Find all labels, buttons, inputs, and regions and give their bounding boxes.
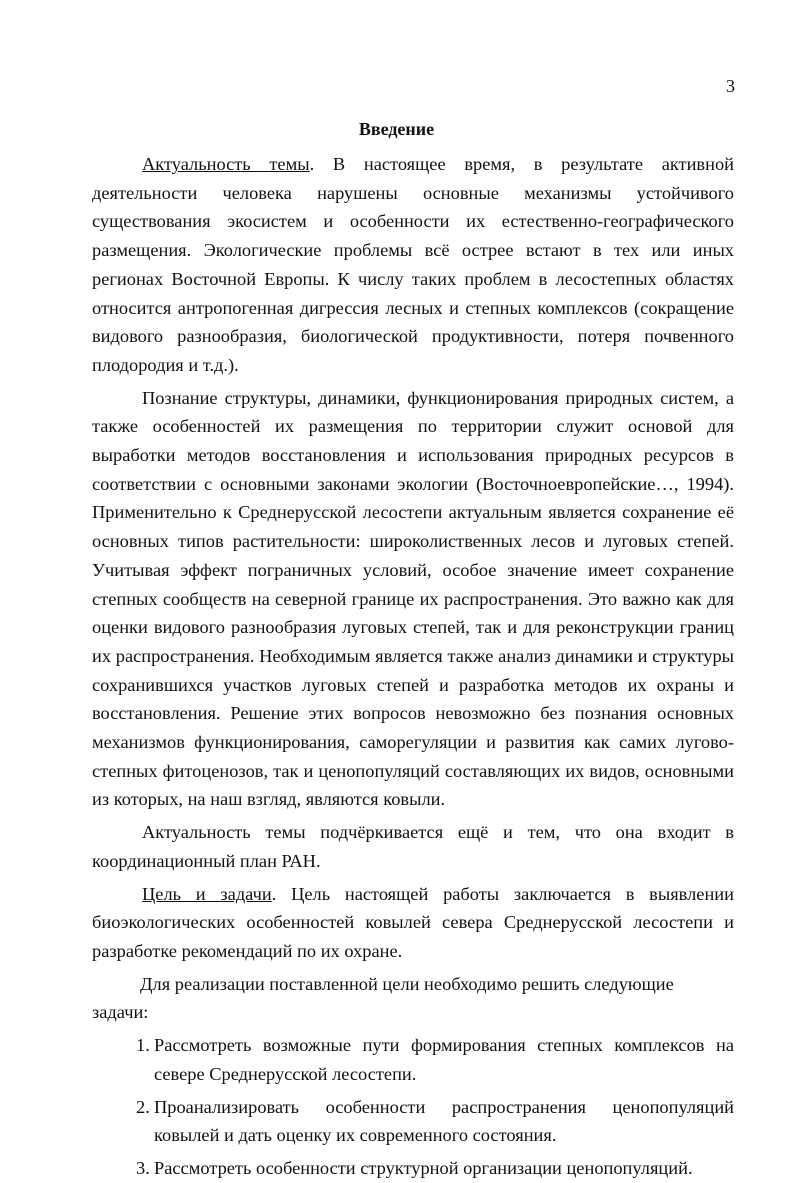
list-item [92, 1093, 734, 1150]
list-item-text: Рассмотреть возможные пути формирования степных комплексов на севере Среднерусской лесостепи. [154, 1035, 734, 1084]
paragraph-goal [92, 880, 734, 966]
tasks-intro: Для реализации поставленной цели необходимо решить следующие задачи: [92, 973, 674, 1023]
paragraph-relevance [92, 150, 734, 380]
body-text [92, 150, 734, 1183]
goal-text: . Цель настоящей работы заключается в выявлении биоэкологических особенностей ковылей севера Среднерусской лесостепи и разработке рекомендаций по их охране. [92, 883, 734, 961]
list-item-text: Рассмотреть особенности структурной организации ценопопуляций. [154, 1157, 693, 1178]
relevance-heading: Актуальность темы [142, 154, 310, 174]
paragraph-knowledge: Познание структуры, динамики, функционирования природных систем, а также особенностей их размещения по территории служит основой для выработки методов восстановления и использования природных ресурсов в соответствии с основными законами экологии (Восточноевропейские…, 1994). Применительно к Среднерусской лесостепи актуальным является сохранение её основных типов растительности: широколиственных лесов и луговых степей. Учитывая эффект пограничных условий, особое значение имеет сохранение степных сообществ на северной границе их распространения. Это важно как для оценки видового разнообразия луговых степей, так и для реконструкции границ их распространения. Необходимым является также анализ динамики и структуры сохранившихся участков луговых степей и разработка методов их охраны и восстановления. Решение этих вопросов невозможно без познания основных механизмов функционирования, саморегуляции и развития как самих лугово-степных фитоценозов, так и ценопопуляций составляющих их видов, основными из которых, на наш взгляд, являются ковыли. [92, 387, 734, 810]
list-item-text: Проанализировать особенности распространения ценопопуляций ковылей и дать оценку их современного состояния. [154, 1096, 734, 1146]
page-title: Введение [358, 119, 435, 139]
page-number: 3 [726, 76, 735, 96]
list-item-number: 3. [136, 1157, 150, 1178]
list-item [92, 1031, 734, 1088]
list-item-number: 1. [136, 1035, 150, 1056]
goal-heading: Цель и задачи [142, 883, 272, 904]
tasks-list [92, 1031, 734, 1183]
list-item-number: 2. [136, 1096, 150, 1117]
relevance-text: . В настоящее время, в результате активной деятельности человека нарушены основные механизмы устойчивого существования экосистем и особенности их естественно-географического размещения. Экологические проблемы всё острее встают в тех или иных регионах Восточной Европы. К числу таких проблем в лесостепных областях относится антропогенная дигрессия лесных и степных комплексов (сокращение видового разнообразия, биологической продуктивности, потеря почвенного плодородия и т.д.). [92, 154, 734, 375]
paragraph-coordination: Актуальность темы подчёркивается ещё и тем, что она входит в координационный план РАН. [92, 822, 734, 871]
list-item [92, 1154, 734, 1183]
